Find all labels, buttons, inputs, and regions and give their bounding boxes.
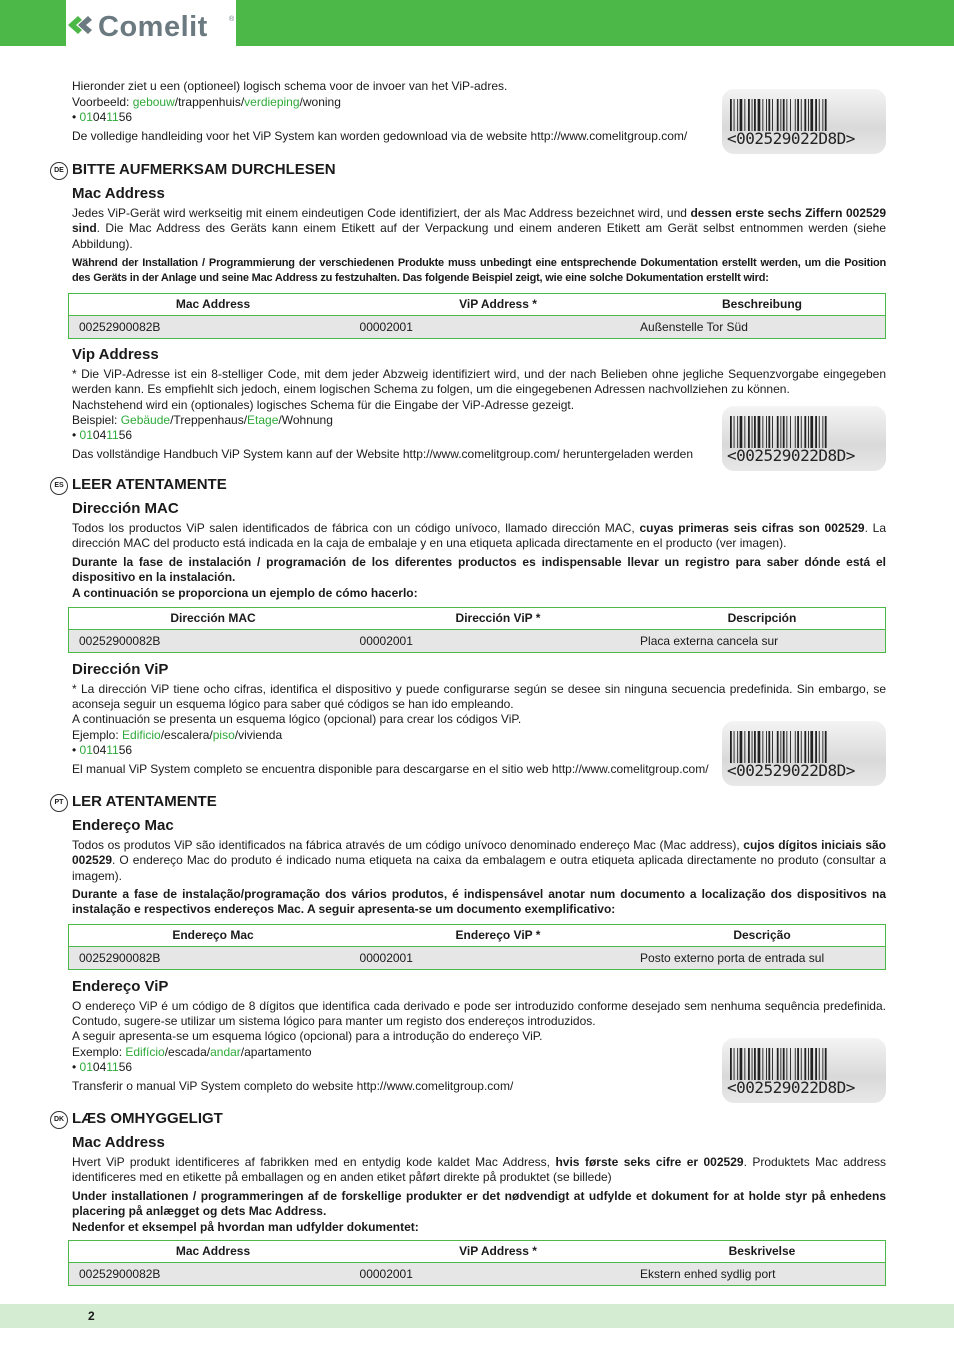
table-cell: 00252900082B — [79, 1267, 161, 1281]
de-table — [68, 293, 886, 339]
barcode-label — [722, 1038, 886, 1103]
barcode-icon — [730, 99, 868, 131]
pt-vip-paragraph: O endereço ViP é um código de 8 dígitos que identifica cada derivado e pode ser introduzido conforme desejado sem nenhuma sequência predefinida. Contudo, sugere-se utilizar um sistema lógico para manter um registo dos endereços introduzidos. — [72, 999, 886, 1029]
table-cell: 00002001 — [359, 1267, 413, 1281]
table-cell: Außenstelle Tor Süd — [640, 320, 748, 334]
es-download: El manual ViP System completo se encuentra disponible para descargarse en el sitio web http://www.comelitgroup.com/ — [72, 762, 709, 776]
dk-table — [68, 1240, 886, 1286]
table-cell: Placa externa cancela sur — [640, 634, 779, 648]
pt-vip-title: Endereço ViP — [72, 978, 169, 995]
registered-mark: ® — [229, 16, 235, 23]
nl-example: Voorbeeld: gebouw/trappenhuis/verdieping/woning — [72, 95, 341, 109]
table-header: Descripción — [727, 611, 797, 625]
es-vip-title: Dirección ViP — [72, 661, 169, 678]
barcode-label — [722, 721, 886, 786]
table-row — [69, 630, 885, 652]
dk-section-title: LÆS OMHYGGELIGT — [72, 1110, 223, 1127]
es-mac-note: Durante la fase de instalación / programación de los diferentes productos es indispensable llevar un registro para saber dónde está el dispositivo en la instalación. — [72, 555, 886, 585]
table-header-row — [69, 608, 885, 630]
barcode-label — [722, 406, 886, 471]
dk-mac-note2: Nedenfor et eksempel på hvordan man udfylder dokumentet: — [72, 1220, 419, 1234]
table-cell: 00002001 — [359, 634, 413, 648]
table-row — [69, 316, 885, 338]
de-vip-title: Vip Address — [72, 346, 159, 363]
pt-section-title: LER ATENTAMENTE — [72, 793, 217, 810]
de-section-title: BITTE AUFMERKSAM DURCHLESEN — [72, 161, 336, 178]
table-header: Dirección MAC — [170, 611, 256, 625]
nl-download: De volledige handleiding voor het ViP System kan worden gedownload via de website http://www.comelitgroup.com/ — [72, 129, 688, 143]
table-row — [69, 1263, 885, 1285]
barcode-text: <002529022D8D> — [727, 446, 855, 465]
es-mac-note2: A continuación se proporciona un ejemplo de cómo hacerlo: — [72, 586, 418, 600]
comelit-logo-icon — [68, 14, 98, 36]
table-row — [69, 947, 885, 969]
table-header-row — [69, 1241, 885, 1263]
pt-mac-note: Durante a fase de instalação/programação dos vários produtos, é indispensável anotar num documento a localização dos dispositivos na instalação e respectivos endereços Mac. A seguir apresenta-se um documento exemplificativo: — [72, 887, 886, 917]
table-header: Beskrivelse — [728, 1244, 796, 1258]
barcode-icon — [730, 416, 868, 448]
table-cell: 00252900082B — [79, 634, 161, 648]
pt-download: Transferir o manual ViP System completo do website http://www.comelitgroup.com/ — [72, 1079, 514, 1093]
barcode-text: <002529022D8D> — [727, 761, 855, 780]
table-header: ViP Address * — [459, 297, 537, 311]
es-code: • 01041156 — [72, 743, 133, 757]
lang-badge-dk: DK — [50, 1111, 68, 1129]
es-example: Ejemplo: Edificio/escalera/piso/vivienda — [72, 728, 283, 742]
barcode-icon — [730, 1048, 868, 1080]
table-cell: 00252900082B — [79, 951, 161, 965]
table-header-row — [69, 294, 885, 316]
barcode-text: <002529022D8D> — [727, 1078, 855, 1097]
table-header: Descrição — [733, 928, 791, 942]
footer-bar — [0, 1304, 954, 1328]
table-header: ViP Address * — [459, 1244, 537, 1258]
table-header: Mac Address — [175, 1244, 251, 1258]
table-cell: Posto externo porta de entrada sul — [640, 951, 825, 965]
page-number: 2 — [88, 1309, 95, 1323]
lang-badge-es: ES — [50, 477, 68, 495]
pt-mac-title: Endereço Mac — [72, 817, 174, 834]
dk-mac-note: Under installationen / programmeringen af de forskellige produkter er det nødvendigt at udfylde et dokument for at holde styr på enhedens placering på anlægget og dets Mac Address. — [72, 1189, 886, 1219]
table-header: Endereço ViP * — [455, 928, 541, 942]
pt-example: Exemplo: Edifício/escada/andar/apartamento — [72, 1045, 312, 1059]
barcode-text: <002529022D8D> — [727, 129, 855, 148]
table-header: Beschreibung — [721, 297, 802, 311]
es-mac-title: Dirección MAC — [72, 500, 179, 517]
lang-badge-pt: PT — [50, 794, 68, 812]
es-vip-paragraph: * La dirección ViP tiene ocho cifras, identifica el dispositivo y puede configurarse según se desee sin ninguna secuencia predefinida. Sin embargo, se aconseja seguir un esquema lógico para saber qué códigos se han ido empleando. — [72, 682, 886, 712]
de-vip-schema: Nachstehend wird ein (optionales) logisches Schema für die Eingabe der ViP-Adresse gezeigt. — [72, 398, 575, 412]
de-download: Das vollständige Handbuch ViP System kann auf der Website http://www.comelitgroup.com/ heruntergeladen werden — [72, 447, 694, 461]
pt-mac-paragraph: Todos os produtos ViP são identificados na fábrica através de um código unívoco denominado endereço Mac (Mac address), cujos dígitos iniciais são 002529. O endereço Mac do produto é indicado numa etiqueta na caixa da embalagem e outra etiqueta aplicada directamente no produto (consultar a imagem). — [72, 838, 887, 883]
es-vip-schema: A continuación se presenta un esquema lógico (opcional) para crear los códigos ViP. — [72, 712, 522, 726]
table-header-row — [69, 925, 885, 947]
de-mac-paragraph: Jedes ViP-Gerät wird werkseitig mit einem eindeutigen Code identifiziert, der als Mac Address bezeichnet wird, und dessen erste sechs Ziffern 002529 sind. Die Mac Address des Geräts kann einem Etikett auf der Verpackung und einem anderen Etikett am Gerät selbst entnommen werden (siehe Abbildung). — [72, 206, 886, 251]
dk-mac-title: Mac Address — [72, 1134, 165, 1151]
de-mac-note: Während der Installation / Programmierung der verschiedenen Produkte muss unbedingt eine entsprechende Dokumentation erstellt werden, um die Position des Geräts in der Anlage und seine Mac Address zu festzuhalten. Das folgende Beispiel zeigt, wie eine solche Dokumentation erstellt wird: — [72, 257, 886, 285]
table-header: Endereço Mac — [172, 928, 254, 942]
table-header: Dirección ViP * — [455, 611, 541, 625]
pt-code: • 01041156 — [72, 1060, 133, 1074]
es-table — [68, 607, 886, 653]
table-cell: Ekstern enhed sydlig port — [640, 1267, 776, 1281]
de-vip-paragraph: * Die ViP-Adresse ist ein 8-stelliger Code, mit dem jeder Abzweig identifiziert wird, und der nach Belieben ohne jegliche Sequenzvorgabe eingegeben werden kann. Es empfiehlt sich jedoch, einem logischen Schema zu folgen, um die eingegebenen Adressen nachvollziehen zu können. — [72, 367, 886, 397]
de-code: • 01041156 — [72, 428, 133, 442]
nl-intro: Hieronder ziet u een (optioneel) logisch schema voor de invoer van het ViP-adres. — [72, 79, 508, 93]
table-header: Mac Address — [175, 297, 251, 311]
es-section-title: LEER ATENTAMENTE — [72, 476, 227, 493]
es-mac-paragraph: Todos los productos ViP salen identificados de fábrica con un código unívoco, llamado dirección MAC, cuyas primeras seis cifras son 002529. La dirección MAC del producto está indicada en la caja de embalaje y en una etiqueta aplicada directamente en el producto (ver imagen). — [72, 521, 887, 551]
brand-name: Comelit — [98, 11, 208, 43]
table-cell: 00002001 — [359, 320, 413, 334]
nl-code: • 01041156 — [72, 110, 133, 124]
lang-badge-de: DE — [50, 162, 68, 180]
table-cell: 00252900082B — [79, 320, 161, 334]
pt-table — [68, 924, 886, 970]
de-example: Beispiel: Gebäude/Treppenhaus/Etage/Wohnung — [72, 413, 333, 427]
barcode-label — [722, 89, 886, 154]
barcode-icon — [730, 731, 868, 763]
table-cell: 00002001 — [359, 951, 413, 965]
pt-vip-schema: A seguir apresenta-se um esquema lógico (opcional) para a introdução do endereço ViP. — [72, 1029, 543, 1043]
dk-mac-paragraph: Hvert ViP produkt identificeres af fabrikken med en entydig kode kaldet Mac Address, hvis første seks cifre er 002529. Produktets Mac address identificeres med en etikette på emballagen og en anden etiket påført direkte på produktet (se billede) — [72, 1155, 887, 1185]
de-mac-title: Mac Address — [72, 185, 165, 202]
